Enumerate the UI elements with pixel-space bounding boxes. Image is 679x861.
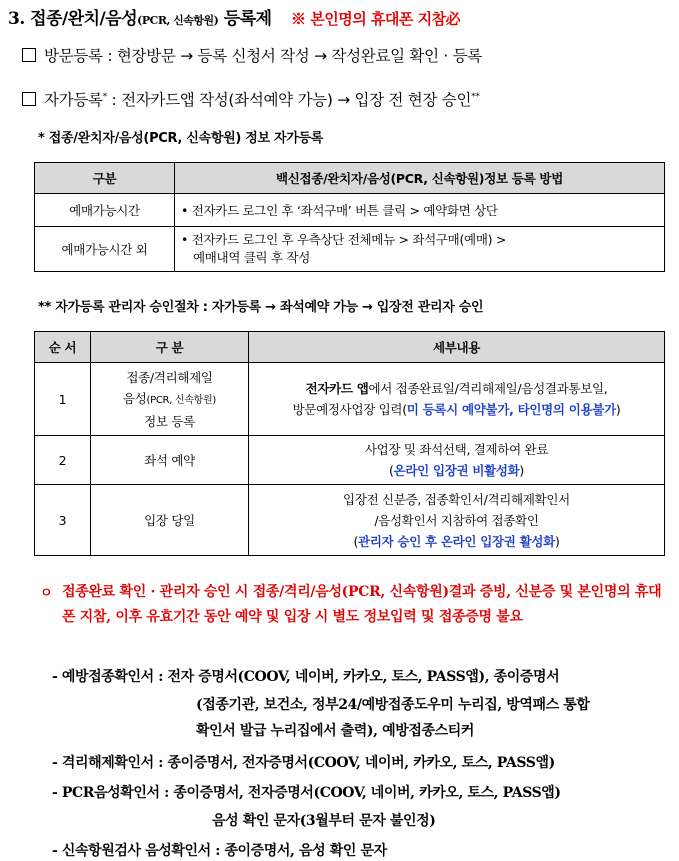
row-num: 2 bbox=[35, 436, 91, 485]
paren-open: ( bbox=[353, 533, 359, 549]
row-details-line-1: 입장전 신분증, 접종확인서/격리해제확인서 bbox=[343, 491, 570, 507]
row-details-line-1: 사업장 및 좌석선택, 결제하여 완료 bbox=[364, 442, 549, 457]
title-note: ※ 본인명의 휴대폰 지참必 bbox=[291, 10, 461, 28]
table-row bbox=[35, 485, 665, 556]
row-category: 예매가능시간 bbox=[35, 194, 175, 227]
row-category: 예매가능시간 외 bbox=[35, 227, 175, 272]
row-category-line-2b: (PCR, 신속항원) bbox=[146, 394, 217, 406]
row-num: 1 bbox=[35, 363, 91, 436]
checkbox-icon bbox=[22, 92, 36, 106]
checkbox-icon bbox=[22, 48, 36, 62]
doc-quarantine: - 격리해제확인서 : 종이증명서, 전자증명서(COOV, 네이버, 카카오, 토스, PASS앱) bbox=[52, 755, 555, 771]
option-visit bbox=[22, 44, 482, 66]
header-method: 백신접종/완치자/음성(PCR, 신속항원)정보 등록 방법 bbox=[175, 163, 665, 194]
option-self-label-a: 자가등록 bbox=[44, 91, 103, 109]
row-method: • 전자카드 로그인 후 ‘좌석구매’ 버튼 클릭 > 예약화면 상단 bbox=[175, 194, 665, 227]
table-header-row bbox=[35, 332, 665, 363]
header-order: 순 서 bbox=[35, 332, 91, 363]
row-category-line-1: 접종/격리해제일 bbox=[126, 369, 213, 385]
doc-pcr: - PCR음성확인서 : 종이증명서, 전자증명서(COOV, 네이버, 카카오, 토스, PASS앱) bbox=[52, 785, 561, 801]
title-small: (PCR, 신속항원) bbox=[137, 14, 219, 27]
doc-vaccination: - 예방접종확인서 : 전자 증명서(COOV, 네이버, 카카오, 토스, PASS앱), 종이증명서 bbox=[52, 669, 560, 685]
row-details-line-3 bbox=[253, 531, 660, 552]
paren-open: ( bbox=[388, 463, 394, 478]
paren-open: 방문예정사업장 입력( bbox=[292, 402, 407, 417]
header-category: 구 분 bbox=[91, 332, 249, 363]
row-category-line-2a: 음성 bbox=[122, 390, 147, 406]
title-main: 3. 접종/완치/음성 bbox=[8, 9, 138, 29]
option-self-sup-a: * bbox=[102, 91, 107, 102]
header-category: 구분 bbox=[35, 163, 175, 194]
paren-close: ) bbox=[519, 463, 524, 478]
row-details-rest: 에서 접종완료일/격리해제일/음성결과통보일, bbox=[368, 381, 608, 396]
doc-pcr-cont: 음성 확인 문자(3월부터 문자 불인정) bbox=[212, 813, 436, 829]
warning-text: 접종완료 확인 · 관리자 승인 시 접종/격리/음성(PCR, 신속항원)결과 증빙, 신분증 및 본인명의 휴대폰 지참, 이후 유효기간 동안 예약 및 입장 시 별도 정보입력 및 접종증명 불요 bbox=[62, 584, 662, 625]
section2-heading: ** 자가등록 관리자 승인절차 : 자가등록 → 좌석예약 가능 → 입장전 관리자 승인 bbox=[38, 300, 484, 315]
table-row bbox=[35, 227, 665, 272]
row-details-highlight: 관리자 승인 후 온라인 입장권 활성화 bbox=[358, 533, 555, 549]
row-details-line-2: /음성확인서 지참하여 접종확인 bbox=[374, 512, 539, 528]
title-suffix: 등록제 bbox=[223, 9, 272, 29]
approval-procedure-table bbox=[34, 331, 665, 556]
row-category: 입장 당일 bbox=[91, 485, 249, 556]
table-row bbox=[35, 436, 665, 485]
option-visit-label: 방문등록 : 현장방문 → 등록 신청서 작성 → 작성완료일 확인 · 등록 bbox=[44, 47, 482, 65]
row-category: 좌석 예약 bbox=[91, 436, 249, 485]
doc-vaccination-cont-1: (접종기관, 보건소, 정부24/예방접종도우미 누리집, 방역패스 통합 bbox=[196, 697, 590, 713]
row-details-highlight: 미 등록시 예약불가, 타인명의 이용불가 bbox=[406, 402, 616, 417]
warning-bullet-icon: ㅇ bbox=[40, 586, 53, 601]
row-details-highlight: 온라인 입장권 비활성화 bbox=[393, 463, 520, 478]
page-title bbox=[8, 4, 460, 29]
header-details: 세부내용 bbox=[249, 332, 665, 363]
table-header-row bbox=[35, 163, 665, 194]
row-category bbox=[91, 363, 249, 436]
row-method-line-1: • 전자카드 로그인 후 우측상단 전체메뉴 > 좌석구매(예매) > bbox=[181, 232, 507, 247]
row-details-line-2 bbox=[253, 399, 660, 420]
row-category-line-2 bbox=[95, 388, 244, 411]
doc-rapid-antigen: - 신속항원검사 음성확인서 : 종이증명서, 음성 확인 문자 bbox=[52, 843, 387, 859]
row-details bbox=[249, 363, 665, 436]
row-num: 3 bbox=[35, 485, 91, 556]
row-method-line-2: 예매내역 클릭 후 작성 bbox=[193, 250, 310, 265]
table-row bbox=[35, 194, 665, 227]
row-method bbox=[175, 227, 665, 272]
doc-vaccination-cont-2: 확인서 발급 누리집에서 출력), 예방접종스티커 bbox=[196, 723, 474, 739]
row-details bbox=[249, 436, 665, 485]
row-details-bold: 전자카드 앱 bbox=[305, 381, 369, 396]
registration-method-table bbox=[34, 162, 665, 272]
row-details-line-1 bbox=[253, 378, 660, 399]
table-row bbox=[35, 363, 665, 436]
paren-close: ) bbox=[554, 533, 560, 549]
option-self-label-b: : 전자카드앱 작성(좌석예약 가능) → 입장 전 현장 승인 bbox=[106, 91, 472, 109]
row-category-line-3: 정보 등록 bbox=[144, 413, 195, 429]
row-details-line-2 bbox=[253, 460, 660, 481]
section1-heading: * 접종/완치자/음성(PCR, 신속항원) 정보 자가등록 bbox=[38, 131, 324, 146]
paren-close: ) bbox=[615, 402, 621, 417]
option-self bbox=[22, 88, 480, 110]
row-details bbox=[249, 485, 665, 556]
option-self-sup-b: ** bbox=[471, 91, 480, 102]
